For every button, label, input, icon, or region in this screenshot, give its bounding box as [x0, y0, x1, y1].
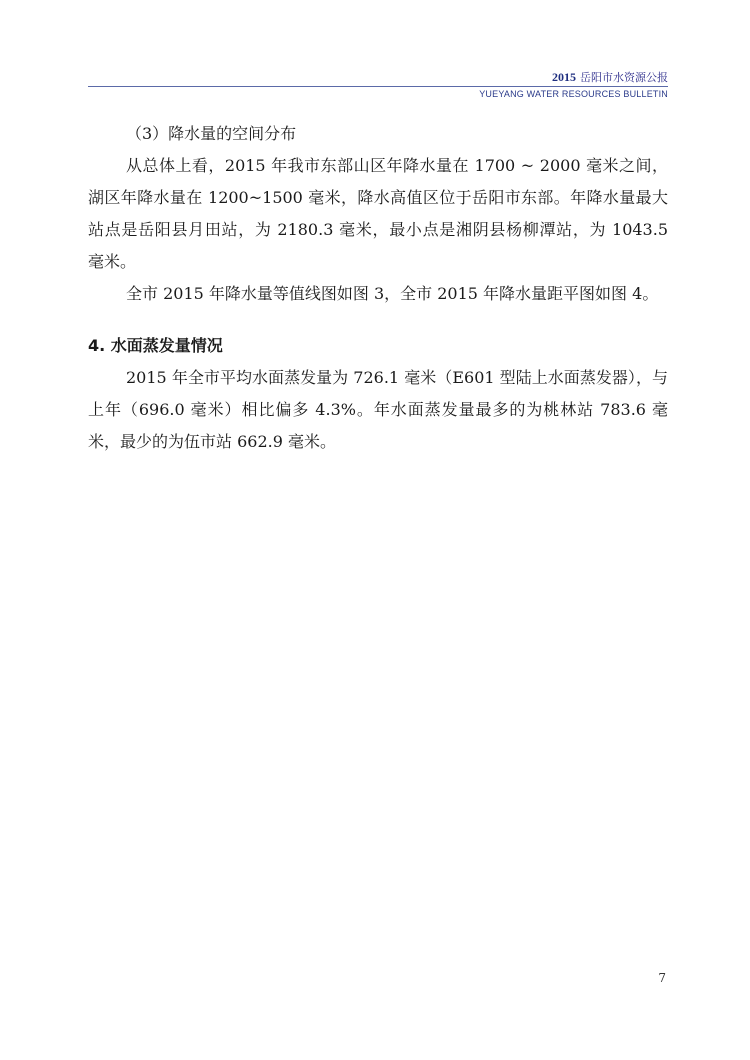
- paragraph-figure-reference: 全市 2015 年降水量等值线图如图 3，全市 2015 年降水量距平图如图 4。: [126, 284, 659, 303]
- section-title: 4. 水面蒸发量情况: [88, 336, 223, 355]
- header-title: [552, 70, 668, 85]
- subsection-title: （3）降水量的空间分布: [126, 124, 297, 143]
- page-header: [88, 70, 668, 102]
- paragraph-evaporation: 2015 年全市平均水面蒸发量为 726.1 毫米（E601 型陆上水面蒸发器），与上年（696.0 毫米）相比偏多 4.3%。年水面蒸发量最多的为桃林站 783.6 毫米，最少的为伍市站 662.9 毫米。: [88, 368, 668, 451]
- header-title-cn: 岳阳市水资源公报: [580, 71, 668, 84]
- page-number: 7: [658, 971, 666, 985]
- header-year: 2015: [552, 70, 576, 84]
- header-rule: [88, 86, 668, 87]
- paragraph-precipitation-distribution: 从总体上看，2015 年我市东部山区年降水量在 1700 ~ 2000 毫米之间，湖区年降水量在 1200~1500 毫米，降水高值区位于岳阳市东部。年降水量最大站点是岳阳县月田站，为 2180.3 毫米，最小点是湘阴县杨柳潭站，为 1043.5 毫米。: [88, 156, 668, 271]
- header-title-en: YUEYANG WATER RESOURCES BULLETIN: [479, 89, 668, 99]
- document-body: [88, 118, 668, 458]
